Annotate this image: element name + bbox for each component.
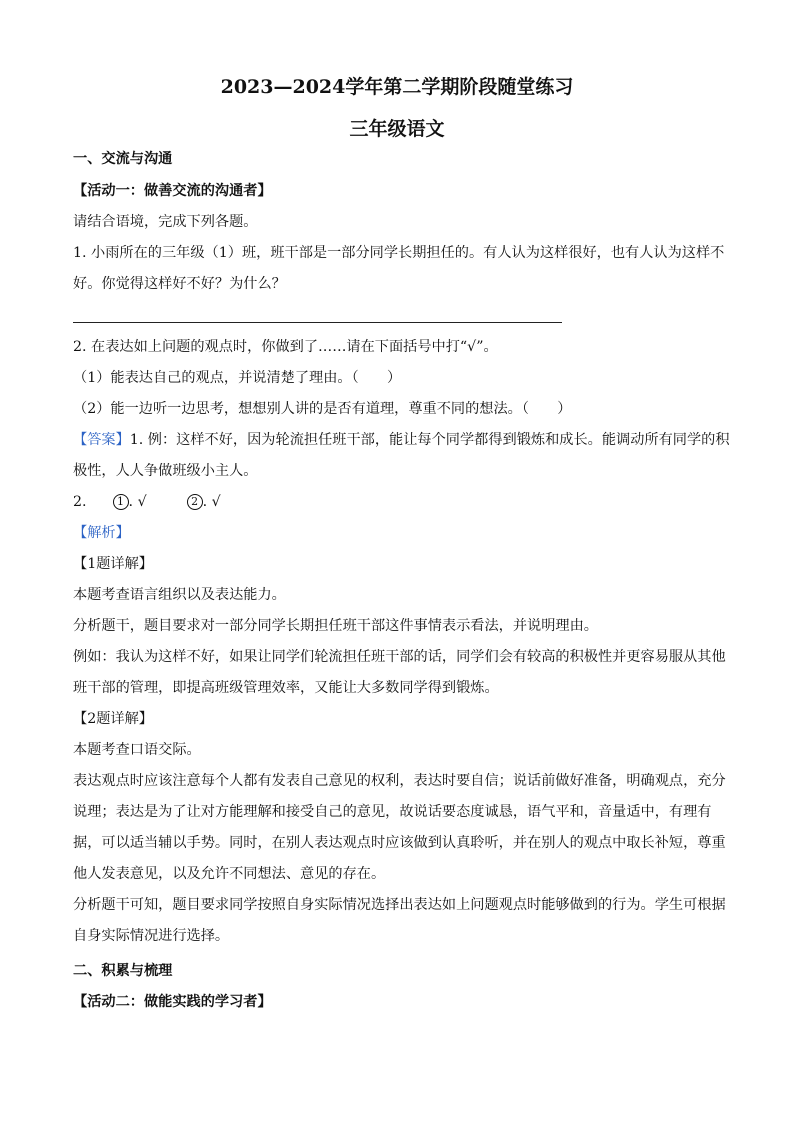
question-1-line-1: 1. 小雨所在的三年级（1）班，班干部是一部分同学长期担任的。有人认为这样很好，也有人认为这样不	[73, 245, 725, 261]
circled-number-1: 1	[113, 494, 129, 510]
section-heading-1: 一、交流与沟通	[73, 151, 173, 167]
detail-2-paragraph-3-line-1: 分析题干可知，题目要求同学按照自身实际情况选择出表达如上问题观点时能够做到的行为。学生可根据	[73, 897, 726, 913]
analysis-label: 【解析】	[73, 525, 130, 541]
detail-2-paragraph-3-line-2: 自身实际情况进行选择。	[73, 928, 230, 944]
question-2-option-2: （2）能一边听一边思考，想想别人讲的是否有道理，尊重不同的想法。（ ）	[73, 401, 572, 417]
answer-label: 【答案】	[73, 432, 130, 448]
instruction-text: 请结合语境，完成下列各题。	[73, 214, 258, 230]
section-heading-2: 二、积累与梳理	[73, 963, 173, 979]
question-1-line-2: 好。你觉得这样好不好？为什么？	[73, 276, 286, 292]
detail-2-paragraph-2-line-3: 据，可以适当辅以手势。同时，在别人表达观点时应该做到认真聆听，并在别人的观点中取长补短，尊重	[73, 835, 726, 851]
detail-1-paragraph-1: 本题考查语言组织以及表达能力。	[73, 587, 286, 603]
activity-heading-2: 【活动二：做能实践的学习者】	[73, 994, 272, 1010]
detail-2-paragraph-2-line-2: 说理；表达是为了让对方能理解和接受自己的意见，故说话要态度诚恳，语气平和，音量适中，有理有	[73, 804, 712, 820]
detail-2-heading: 【2题详解】	[73, 711, 153, 727]
circled-number-2: 2	[187, 494, 203, 510]
document-title: 2023—2024学年第二学期阶段随堂练习	[220, 76, 574, 98]
answer-line-3	[73, 493, 723, 511]
check-mark-2: . √	[202, 494, 221, 510]
detail-1-paragraph-3-line-2: 班干部的管理，即提高班级管理效率，又能让大多数同学得到锻炼。	[73, 680, 499, 696]
activity-heading-1: 【活动一：做善交流的沟通者】	[73, 183, 272, 199]
question-2-option-1: （1）能表达自己的观点，并说清楚了理由。（ ）	[73, 370, 402, 386]
answer-q2-number: 2.	[73, 494, 87, 510]
detail-2-paragraph-2-line-4: 他人发表意见，以及允许不同想法、意见的存在。	[73, 866, 386, 882]
answer-blank-line	[73, 322, 562, 323]
answer-line-1	[73, 431, 730, 449]
answer-line-2: 极性，人人争做班级小主人。	[73, 463, 258, 479]
check-mark-1: . √	[128, 494, 147, 510]
detail-2-paragraph-2-line-1: 表达观点时应该注意每个人都有发表自己意见的权利，表达时要自信；说话前做好准备，明确观点，充分	[73, 773, 726, 789]
detail-2-paragraph-1: 本题考查口语交际。	[73, 742, 201, 758]
document-subtitle: 三年级语文	[349, 118, 445, 140]
detail-1-heading: 【1题详解】	[73, 556, 153, 572]
detail-1-paragraph-2: 分析题干，题目要求对一部分同学长期担任班干部这件事情表示看法，并说明理由。	[73, 618, 598, 634]
question-2: 2. 在表达如上问题的观点时，你做到了……请在下面括号中打“√”。	[73, 339, 498, 355]
answer-text-1: 1. 例：这样不好，因为轮流担任班干部，能让每个同学都得到锻炼和成长。能调动所有同学的积	[129, 432, 730, 448]
detail-1-paragraph-3-line-1: 例如：我认为这样不好，如果让同学们轮流担任班干部的话，同学们会有较高的积极性并更容易服从其他	[73, 649, 726, 665]
